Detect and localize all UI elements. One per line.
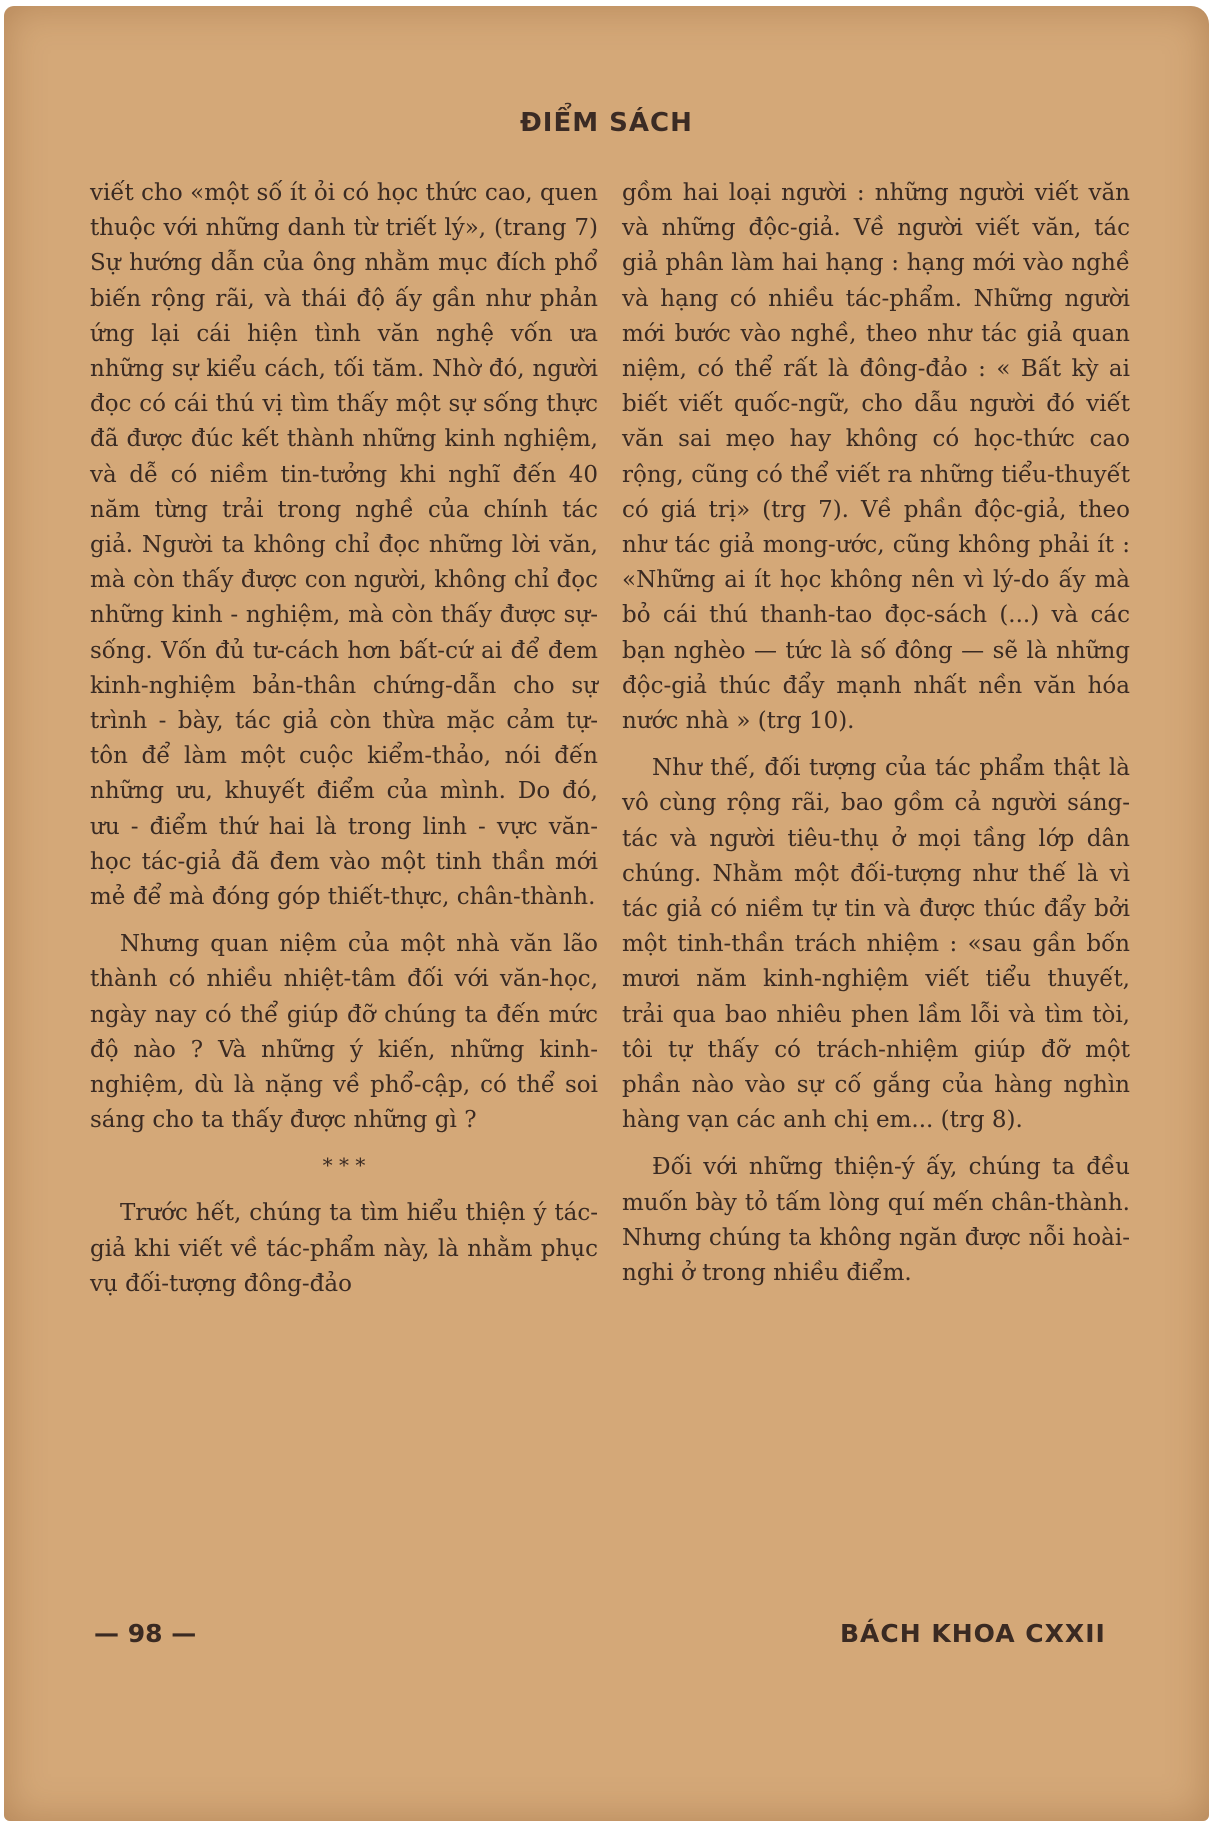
paragraph: Nhưng quan niệm của một nhà văn lão thành có nhiều nhiệt-tâm đối với văn-học, ngày nay có thể giúp đỡ chúng ta đến mức độ nào ? Và những ý kiến, những kinh-nghiệm, dù là nặng về phổ-cập, có thể soi sáng cho ta thấy được những gì ? <box>90 931 598 1134</box>
left-column <box>90 176 598 1302</box>
page-number: — 98 — <box>94 1619 197 1648</box>
paragraph: Trước hết, chúng ta tìm hiểu thiện ý tác-giả khi viết về tác-phẩm này, là nhằm phục vụ đối-tượng đông-đảo <box>90 1200 598 1297</box>
paragraph: Đối với những thiện-ý ấy, chúng ta đều muốn bày tỏ tấm lòng quí mến chân-thành. Nhưng chúng ta không ngăn được nỗi hoài-nghi ở trong nhiều điểm. <box>622 1154 1130 1287</box>
section-separator <box>90 1153 598 1178</box>
running-head: ĐIỂM SÁCH <box>520 108 693 138</box>
separator-asterisks: * * * <box>322 1153 366 1178</box>
scanned-page <box>4 6 1209 1821</box>
right-column <box>622 176 1130 1291</box>
publication-title: BÁCH KHOA CXXII <box>840 1619 1106 1648</box>
paragraph: viết cho «một số ít ỏi có học thức cao, quen thuộc với những danh từ triết lý», (trang 7) Sự hướng dẫn của ông nhằm mục đích phổ biến rộng rãi, và thái độ ấy gần như phản ứng lại cái hiện tình văn nghệ vốn ưa những sự kiểu cách, tối tăm. Nhờ đó, người đọc có cái thú vị tìm thấy một sự sống thực đã được đúc kết thành những kinh nghiệm, và dễ có niềm tin-tưởng khi nghĩ đến 40 năm từng trải trong nghề của chính tác giả. Người ta không chỉ đọc những lời văn, mà còn thấy được con người, không chỉ đọc những kinh - nghiệm, mà còn thấy được sự-sống. Vốn đủ tư-cách hơn bất-cứ ai để đem kinh-nghiệm bản-thân chứng-dẫn cho sự trình - bày, tác giả còn thừa mặc cảm tự-tôn để làm một cuộc kiểm-thảo, nói đến những ưu, khuyết điểm của mình. Do đó, ưu - điểm thứ hai là trong linh - vực văn-học tác-giả đã đem vào một tinh thần mới mẻ để mà đóng góp thiết-thực, chân-thành. <box>90 180 598 911</box>
paragraph: gồm hai loại người : những người viết văn và những độc-giả. Về người viết văn, tác giả phân làm hai hạng : hạng mới vào nghề và hạng có nhiều tác-phẩm. Những người mới bước vào nghề, theo như tác giả quan niệm, có thể rất là đông-đảo : « Bất kỳ ai biết viết quốc-ngữ, cho dẫu người đó viết văn sai mẹo hay không có học-thức cao rộng, cũng có thể viết ra những tiểu-thuyết có giá trị» (trg 7). Về phần độc-giả, theo như tác giả mong-ước, cũng không phải ít : «Những ai ít học không nên vì lý-do ấy mà bỏ cái thú thanh-tao đọc-sách (...) và các bạn nghèo — tức là số đông — sẽ là những độc-giả thúc đẩy mạnh nhất nền văn hóa nước nhà » (trg 10). <box>622 180 1130 735</box>
paragraph: Như thế, đối tượng của tác phẩm thật là vô cùng rộng rãi, bao gồm cả người sáng-tác và người tiêu-thụ ở mọi tầng lớp dân chúng. Nhằm một đối-tượng như thế là vì tác giả có niềm tự tin và được thúc đẩy bởi một tinh-thần trách nhiệm : «sau gần bốn mươi năm kinh-nghiệm viết tiểu thuyết, trải qua bao nhiêu phen lầm lỗi và tìm tòi, tôi tự thấy có trách-nhiệm giúp đỡ một phần nào vào sự cố gắng của hàng nghìn hàng vạn các anh chị em... (trg 8). <box>622 755 1130 1134</box>
